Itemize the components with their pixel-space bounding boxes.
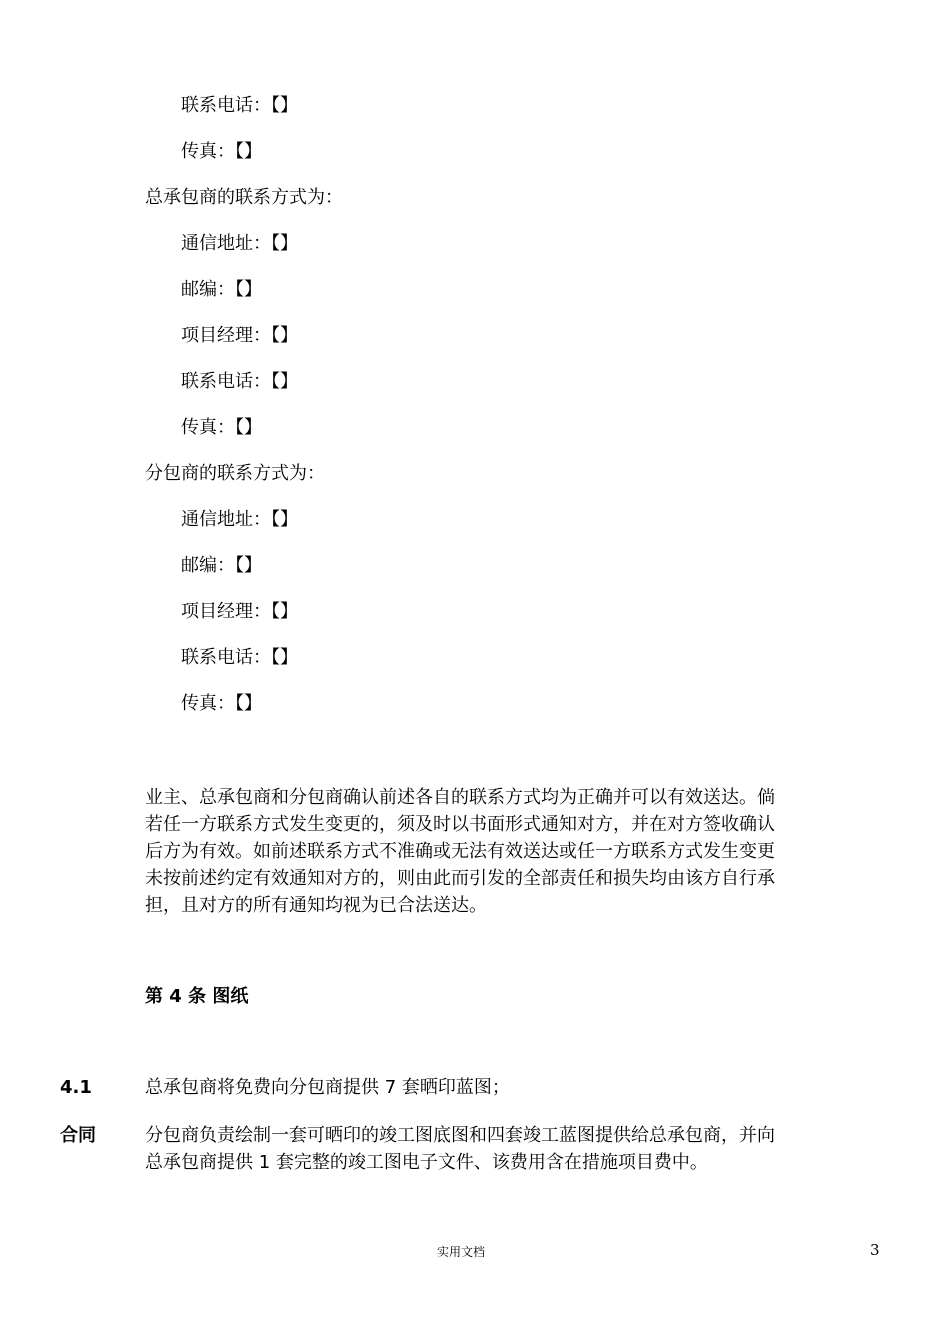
- paragraph-line: 后方为有效。如前述联系方式不准确或无法有效送达或任一方联系方式发生变更: [145, 841, 775, 862]
- subcontractor-fax-line: 传真：【】: [181, 693, 262, 714]
- subcontractor-contact-heading: 分包商的联系方式为：: [145, 463, 325, 484]
- contractor-manager-line: 项目经理：【】: [181, 325, 298, 346]
- article-4-heading: 第 4 条 图纸: [145, 986, 249, 1007]
- prev-phone-line: 联系电话：【】: [181, 95, 298, 116]
- paragraph-line: 担，且对方的所有通知均视为已合法送达。: [145, 895, 487, 916]
- footer-label: 实用文档: [436, 1245, 485, 1259]
- paragraph-line: 业主、总承包商和分包商确认前述各自的联系方式均为正确并可以有效送达。倘: [145, 787, 775, 808]
- page-number: 3: [870, 1241, 880, 1259]
- clause-4-1-number: 4.1: [60, 1077, 92, 1098]
- prev-fax-line: 传真：【】: [181, 141, 262, 162]
- paragraph-line: 若任一方联系方式发生变更的，须及时以书面形式通知对方，并在对方签收确认: [145, 814, 775, 835]
- paragraph-line: 总承包商提供 1 套完整的竣工图电子文件、该费用含在措施项目费中。: [145, 1152, 708, 1173]
- subcontractor-postcode-line: 邮编：【】: [181, 555, 262, 576]
- paragraph-line: 未按前述约定有效通知对方的，则由此而引发的全部责任和损失均由该方自行承: [145, 868, 775, 889]
- clause-contract-paragraph: [145, 1122, 825, 1176]
- paragraph-line: 分包商负责绘制一套可晒印的竣工图底图和四套竣工蓝图提供给总承包商，并向: [145, 1125, 775, 1146]
- clause-contract-number: 合同: [60, 1125, 96, 1146]
- contractor-postcode-line: 邮编：【】: [181, 279, 262, 300]
- clause-4-1-text: 总承包商将免费向分包商提供 7 套晒印蓝图；: [145, 1077, 510, 1098]
- subcontractor-phone-line: 联系电话：【】: [181, 647, 298, 668]
- contractor-contact-heading: 总承包商的联系方式为：: [145, 187, 343, 208]
- confirmation-paragraph: [145, 784, 825, 919]
- contractor-address-line: 通信地址：【】: [181, 233, 298, 254]
- subcontractor-manager-line: 项目经理：【】: [181, 601, 298, 622]
- subcontractor-address-line: 通信地址：【】: [181, 509, 298, 530]
- contractor-fax-line: 传真：【】: [181, 417, 262, 438]
- contractor-phone-line: 联系电话：【】: [181, 371, 298, 392]
